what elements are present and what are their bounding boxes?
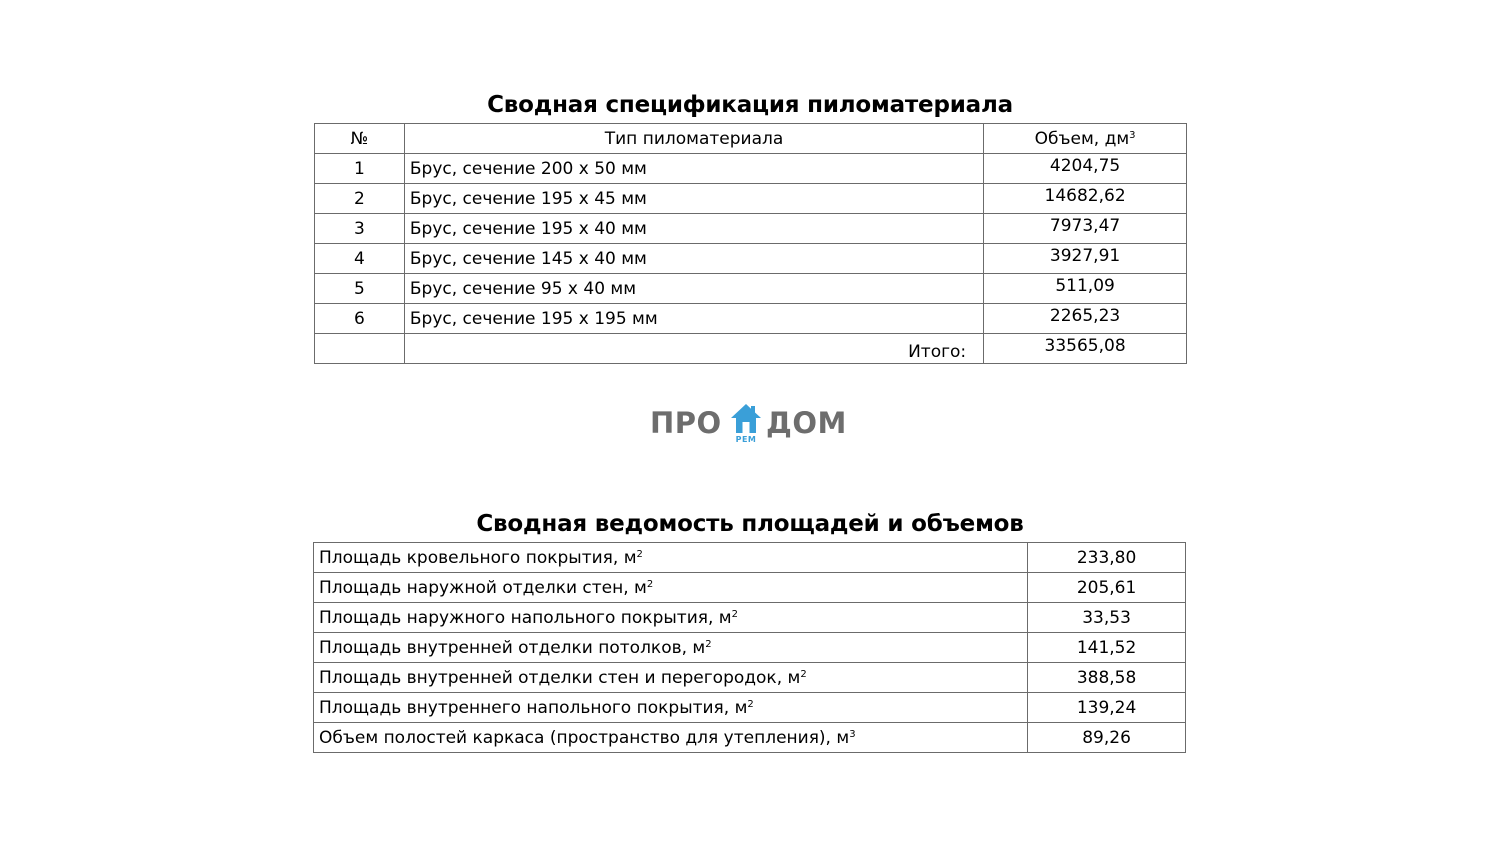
row-volume: 14682,62: [984, 184, 1187, 214]
row-name: [314, 723, 1028, 753]
row-name-text: Площадь наружного напольного покрытия, м: [319, 607, 732, 628]
table-row: [315, 304, 1187, 334]
table-row: [315, 274, 1187, 304]
row-value: 33,53: [1028, 603, 1186, 633]
row-name: [314, 663, 1028, 693]
row-value: 233,80: [1028, 543, 1186, 573]
table-row: [314, 633, 1186, 663]
row-type: Брус, сечение 200 х 50 мм: [404, 154, 983, 184]
row-name-text: Площадь внутреннего напольного покрытия, м: [319, 697, 748, 718]
row-value: 89,26: [1028, 723, 1186, 753]
row-num: 2: [315, 184, 405, 214]
logo-text-right: ДОМ: [766, 406, 847, 440]
row-unit-sup: 3: [849, 728, 856, 740]
row-volume: 2265,23: [984, 304, 1187, 334]
prodom-logo: [650, 402, 850, 446]
row-name: [314, 693, 1028, 723]
row-name-text: Площадь кровельного покрытия, м: [319, 547, 637, 568]
row-type: Брус, сечение 145 х 40 мм: [404, 244, 983, 274]
total-label: Итого:: [404, 334, 983, 364]
row-value: 141,52: [1028, 633, 1186, 663]
table-row: [315, 154, 1187, 184]
header-num: №: [315, 124, 405, 154]
table-row: [315, 214, 1187, 244]
row-num: 1: [315, 154, 405, 184]
row-type: Брус, сечение 195 х 40 мм: [404, 214, 983, 244]
logo-subtext: РЕМ: [735, 435, 757, 444]
row-volume: 7973,47: [984, 214, 1187, 244]
table-row: [315, 184, 1187, 214]
table-row: [314, 603, 1186, 633]
table-row: [314, 723, 1186, 753]
row-num: 3: [315, 214, 405, 244]
header-volume: [984, 124, 1187, 154]
total-empty-cell: [315, 334, 405, 364]
row-num: 4: [315, 244, 405, 274]
row-type: Брус, сечение 195 х 45 мм: [404, 184, 983, 214]
logo-text-left: ПРО: [650, 406, 722, 440]
area-volume-table: [313, 542, 1186, 753]
row-type: Брус, сечение 95 х 40 мм: [404, 274, 983, 304]
total-row: [315, 334, 1187, 364]
total-value: 33565,08: [984, 334, 1187, 364]
row-name-text: Площадь наружной отделки стен, м: [319, 577, 647, 598]
table-row: [314, 573, 1186, 603]
header-type: Тип пиломатериала: [404, 124, 983, 154]
header-volume-label: Объем, дм: [1034, 128, 1130, 149]
row-unit-sup: 2: [800, 668, 807, 680]
row-type: Брус, сечение 195 х 195 мм: [404, 304, 983, 334]
row-num: 6: [315, 304, 405, 334]
row-name-text: Площадь внутренней отделки стен и перегородок, м: [319, 667, 801, 688]
table-row: [314, 543, 1186, 573]
row-volume: 3927,91: [984, 244, 1187, 274]
row-name: [314, 603, 1028, 633]
row-value: 139,24: [1028, 693, 1186, 723]
row-unit-sup: 2: [636, 548, 643, 560]
spec-table-title: Сводная спецификация пиломатериала: [487, 92, 1013, 118]
row-name-text: Объем полостей каркаса (пространство для утепления), м: [319, 727, 850, 748]
table-header-row: [315, 124, 1187, 154]
house-icon: [730, 402, 762, 436]
row-name: [314, 573, 1028, 603]
row-name-text: Площадь внутренней отделки потолков, м: [319, 637, 706, 658]
row-value: 388,58: [1028, 663, 1186, 693]
row-volume: 4204,75: [984, 154, 1187, 184]
table-row: [315, 244, 1187, 274]
lumber-spec-table: [314, 123, 1187, 364]
table-row: [314, 693, 1186, 723]
row-unit-sup: 2: [705, 638, 712, 650]
row-volume: 511,09: [984, 274, 1187, 304]
row-num: 5: [315, 274, 405, 304]
row-unit-sup: 2: [731, 608, 738, 620]
area-table-title: Сводная ведомость площадей и объемов: [476, 511, 1024, 537]
table-row: [314, 663, 1186, 693]
row-unit-sup: 2: [747, 698, 754, 710]
row-name: [314, 543, 1028, 573]
header-volume-sup: 3: [1129, 129, 1136, 141]
row-value: 205,61: [1028, 573, 1186, 603]
row-unit-sup: 2: [646, 578, 654, 590]
row-name: [314, 633, 1028, 663]
